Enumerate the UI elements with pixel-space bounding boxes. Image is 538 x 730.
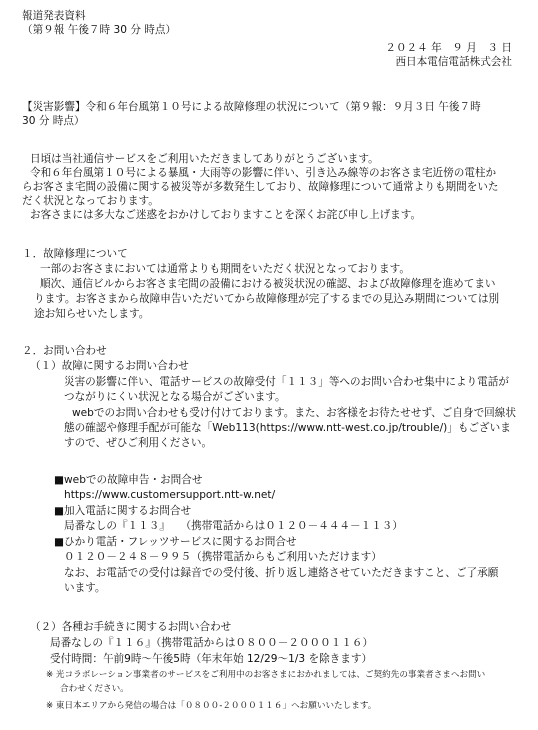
release-label: 報道発表資料 xyxy=(22,10,86,22)
section-1-heading: １．故障修理について xyxy=(22,248,128,260)
phone-note-line: なお、お電話での受付は録音での受付後、折り返し連絡させていただきますこと、ご了承願 xyxy=(64,567,499,579)
section-1-line: 一部のお客さまにおいては通常よりも期間をいただく状況となっております。 xyxy=(40,263,410,275)
web-support-link[interactable]: https://www.customersupport.ntt-w.net/ xyxy=(64,489,276,501)
company-name: 西日本電信電話株式会社 xyxy=(395,56,512,68)
section-1-line: 途お知らせいたします。 xyxy=(34,308,150,320)
subsection-1-heading: （１）故障に関するお問い合わせ xyxy=(30,360,189,372)
web-support-label: ■webでの故障申告・お問合せ xyxy=(54,474,203,486)
section-1-line: ります。お客さまから故障申告いただいてから故障修理が完了するまでの見込み期間については別 xyxy=(34,293,500,305)
phone-note-line: います。 xyxy=(64,582,106,594)
footnote-line: ※ 光コラボレーション事業者のサービスをご利用中のお客さまにおかれましては、ご契約先の事業者さまへお問い xyxy=(46,670,486,680)
footnote-line: ※ 東日本エリアから発信の場合は「０８００-２０００１１６」へお願いいたします。 xyxy=(46,701,377,711)
landline-support-number: 局番なしの『１１３』 （携帯電話からは０１２０－４４４－１１３） xyxy=(64,520,403,532)
document-title-line-2: 30 分 時点） xyxy=(22,115,85,127)
intro-line: らお客さま宅間の設備に関する被災等が多数発生しており、故障修理について通常よりも期間をいた xyxy=(22,181,499,193)
edition-note: （第９報 午後７時 30 分 時点） xyxy=(22,24,177,36)
footnote-line: 合わせください。 xyxy=(60,684,129,694)
section-2-heading: ２．お問い合わせ xyxy=(22,345,107,357)
hikari-support-number: ０１２０－２４８－９９５（携帯電話からもご利用いただけます） xyxy=(64,551,382,563)
intro-line: お客さまには多大なご迷惑をおかけしておりますことを深くお詫び申し上げます。 xyxy=(30,209,422,221)
subsection-1-line: 災害の影響に伴い、電話サービスの故障受付「１１３」等へのお問い合わせ集中により電話が xyxy=(64,376,509,388)
intro-line: 令和６年台風第１０号による暴風・大雨等の影響に伴い、引き込み線等のお客さま宅近傍の電柱か xyxy=(30,167,497,179)
subsection-1-line: webでのお問い合わせも受け付けております。また、お客様をお待たせせず、ご自身で回線状 xyxy=(72,407,516,419)
subsection-1-line: すので、ぜひご利用ください。 xyxy=(64,437,213,449)
release-date: ２０２４ 年 ９ 月 ３ 日 xyxy=(385,42,512,54)
hikari-support-label: ■ひかり電話・フレッツサービスに関するお問合せ xyxy=(54,536,297,548)
intro-line: 日頃は当社通信サービスをご利用いただきましてありがとうございます。 xyxy=(30,153,379,165)
reception-hours: 受付時間：午前9時～午後5時（年末年始 12/29～1/3 を除きます） xyxy=(50,653,373,665)
document-title-line-1: 【災害影響】令和６年台風第１０号による故障修理の状況について（第９報：９月３日 午後７時 xyxy=(22,101,481,113)
landline-support-label: ■加入電話に関するお問合せ xyxy=(54,505,192,517)
section-1-line: 順次、通信ビルからお客さま宅間の設備における被災状況の確認、および故障修理を進めてまい xyxy=(40,278,496,290)
intro-line: だく状況となっております。 xyxy=(22,195,159,207)
subsection-1-line: 態の確認や修理手配が可能な「Web113(https://www.ntt-west.co.jp/trouble/)」もございま xyxy=(64,422,511,434)
subsection-2-heading: （２）各種お手続きに関するお問い合わせ xyxy=(30,621,232,633)
procedure-number: 局番なしの『１１６』（携帯電話からは０８００－２０００１１６） xyxy=(50,637,374,649)
subsection-1-line: つながりにくい状況となる場合がございます。 xyxy=(64,391,286,403)
